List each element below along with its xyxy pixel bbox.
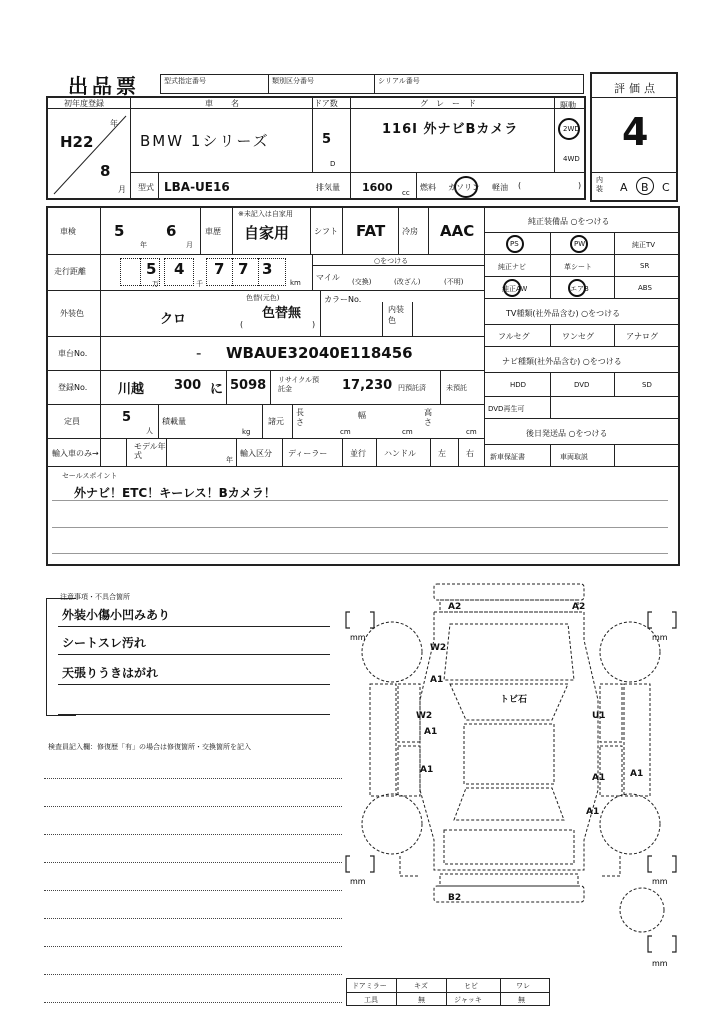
sen-unit: 千 [196, 280, 203, 288]
ac-value: AAC [440, 222, 475, 240]
car-damage-diagram [340, 580, 680, 980]
mile-label: マイル [316, 273, 340, 282]
front-bumper [434, 584, 584, 600]
navi-title: ナビ種類(社外品含む) ○をつける [502, 357, 622, 366]
mark-w2-door: W2 [416, 711, 433, 721]
spare-wheel [620, 888, 664, 932]
recycle-value: 17,230 [342, 378, 393, 393]
month-unit: 月 [118, 185, 126, 194]
mm-label-rl: mm [350, 877, 366, 886]
import-type-label: 輸入区分 [240, 449, 272, 458]
notes-label: 注意事項・不具合箇所 [60, 593, 130, 601]
history-note: ※未記入は自家用 [238, 210, 293, 218]
first-reg-month: 8 [100, 162, 111, 180]
acc-break: ワレ [516, 982, 530, 990]
option-ps-circle [506, 235, 524, 253]
model-label: 型式 [138, 183, 154, 192]
mark-a1-rear-door-left: A1 [420, 765, 434, 775]
displacement-value: 1600 [362, 181, 393, 194]
page-title: 出品票 [68, 74, 140, 98]
diesel-label: 軽油 [492, 183, 508, 192]
option-aw-circle [503, 279, 521, 297]
wheel-rear-right [600, 794, 660, 854]
interior-grade-c: C [662, 181, 670, 194]
sales-text: 外ナビ！ETC！キーレス！Bカメラ！ [74, 486, 276, 500]
reg-area: 川越 [118, 382, 145, 397]
inspection-year: 5 [114, 222, 125, 240]
spec-label: 諸元 [268, 417, 284, 426]
option-abs: ABS [638, 284, 652, 292]
navi-dvd: DVD [574, 381, 590, 389]
reg-label: 登録No. [58, 383, 88, 392]
tv-fullseg: フルセグ [498, 332, 530, 341]
category-label: 類別区分番号 [272, 77, 314, 85]
option-ps: PS [510, 240, 519, 248]
later-manual: 車両取説 [560, 453, 588, 461]
inspector-line-2 [44, 806, 342, 807]
repaint-label: 色替(元色) [246, 294, 280, 302]
diesel-paren-close: ) [578, 181, 582, 190]
inspector-line-6 [44, 918, 342, 919]
car-body [420, 612, 598, 870]
inspector-line-9 [44, 1002, 342, 1003]
tv-oneseg: ワンセグ [562, 332, 594, 341]
interior-grade-a: A [620, 181, 628, 194]
later-warranty: 新車保証書 [490, 453, 525, 461]
mark-u1: U1 [592, 711, 606, 721]
inspection-month: 6 [166, 222, 177, 240]
mark-w2-front: W2 [430, 643, 447, 653]
interior-grade-b: B [641, 181, 649, 194]
acc-jack-value: 無 [518, 996, 525, 1004]
length-label: 長さ [296, 408, 304, 427]
reg-kana: に [210, 382, 224, 397]
mile-option-unknown: (不明) [444, 278, 464, 286]
acc-tools-value: 無 [418, 996, 425, 1004]
chassis-dash: - [196, 344, 202, 362]
height-label: 高さ [424, 408, 432, 427]
car-name-label: 車名 [205, 99, 257, 108]
option-leather: 革シート [564, 263, 592, 271]
acc-jack: ジャッキ [454, 996, 482, 1004]
repaint-paren-open: ( [240, 320, 244, 329]
man-unit: 万 [152, 280, 159, 288]
model-year-unit: 年 [226, 456, 233, 464]
drive-selected-circle [558, 118, 580, 140]
diesel-paren-open: ( [518, 181, 522, 190]
inspection-month-unit: 月 [186, 241, 193, 249]
length-unit: cm [340, 428, 351, 436]
mark-front-bumper-left: A2 [448, 602, 462, 612]
left-label: 左 [438, 449, 446, 458]
sales-label: セールスポイント [62, 472, 118, 480]
ac-label: 冷房 [402, 227, 418, 236]
color-no-label: カラーNo. [324, 295, 362, 304]
width-unit: cm [402, 428, 413, 436]
mm-label-spare: mm [652, 959, 668, 968]
inspector-line-1 [44, 778, 342, 779]
option-genuine-tv: 純正TV [632, 241, 656, 249]
capacity-value: 5 [122, 410, 132, 425]
mark-front-bumper-right: A2 [572, 602, 586, 612]
mileage-digit-1: 5 [146, 260, 157, 278]
first-reg-label: 初年度登録 [64, 99, 104, 108]
model-year-label: モデル年式 [134, 442, 166, 460]
import-label: 輸入車のみ→ [52, 449, 99, 458]
displacement-unit: cc [402, 189, 410, 197]
acc-door-mirror: ドアミラー [352, 982, 387, 990]
tv-analog: アナログ [626, 332, 658, 341]
drive-label: 駆動 [560, 101, 576, 110]
mileage-label: 走行距離 [54, 267, 86, 276]
later-title: 後日発送品 ○をつける [526, 429, 608, 438]
selected-grade-circle [636, 177, 654, 195]
option-airbag: エアB [570, 285, 589, 293]
model-value: LBA-UE16 [164, 180, 230, 194]
inspection-label: 車検 [60, 227, 76, 236]
year-unit: 年 [110, 119, 118, 128]
wheel-front-right [600, 622, 660, 682]
fuel-gasoline: ガソリン [448, 183, 480, 192]
recycle-unit: 円預託済 [398, 384, 426, 392]
inspector-line-7 [44, 946, 342, 947]
handle-label: ハンドル [384, 449, 416, 458]
genuine-title: 純正装備品 ○をつける [528, 217, 610, 226]
grade-label: グレード [420, 99, 484, 108]
note-line-2: シートスレ汚れ [62, 636, 146, 650]
interior-color-label: 内装色 [388, 305, 404, 325]
parallel-label: 並行 [350, 449, 366, 458]
kg-unit: kg [242, 428, 251, 436]
drive-2wd: 2WD [563, 125, 580, 133]
mark-a1-door: A1 [424, 727, 438, 737]
tv-title: TV種類(社外品含む) ○をつける [506, 309, 621, 318]
option-pw: PW [574, 240, 586, 248]
wheel-rear-left [362, 794, 422, 854]
capacity-unit: 人 [146, 427, 153, 435]
inspector-line-5 [44, 890, 342, 891]
load-label: 積載量 [162, 417, 186, 426]
reg-class: 300 [174, 378, 202, 393]
right-label: 右 [466, 449, 474, 458]
mile-option-exchange: (交換) [352, 278, 372, 286]
mileage-digit-2: 4 [174, 260, 185, 278]
fuel-selected-circle [454, 176, 478, 198]
reg-number: 5098 [230, 378, 267, 393]
note-line-1: 外装小傷小凹みあり [62, 608, 171, 622]
door-count-value: 5 [322, 132, 332, 147]
acc-crack: ヒビ [464, 982, 478, 990]
grade-value: 116I 外ナビBカメラ [382, 122, 519, 137]
door-count-label: ドア数 [314, 99, 338, 108]
inspector-line-8 [44, 974, 342, 975]
fuel-label: 燃料 [420, 183, 436, 192]
mark-b2-rear-bumper: B2 [448, 893, 462, 903]
acc-scratch: キズ [414, 982, 428, 990]
navi-hdd: HDD [510, 381, 527, 389]
door-suffix: D [330, 160, 336, 168]
history-label: 車歴 [205, 227, 221, 236]
history-value: 自家用 [244, 224, 290, 242]
capacity-label: 定員 [64, 417, 80, 426]
option-sr: SR [640, 262, 650, 270]
repaint-paren-close: ) [312, 320, 316, 329]
car-name-value: BMW 1シリーズ [140, 132, 270, 150]
repaint-value: 色替無 [262, 306, 302, 321]
dealer-label: ディーラー [288, 449, 328, 458]
color-label: 外装色 [60, 309, 84, 318]
mileage-digit-4: 7 [238, 260, 249, 278]
id-number-strip [160, 74, 584, 94]
chassis-value: WBAUE32040E118456 [226, 344, 413, 362]
first-reg-era: H22 [60, 133, 94, 151]
recycle-label: リサイクル預託金 [278, 376, 320, 393]
km-unit: km [290, 279, 301, 287]
navi-sd: SD [642, 381, 652, 389]
acc-tools: 工具 [364, 996, 378, 1004]
chassis-label: 車台No. [58, 349, 88, 358]
score-value: 4 [622, 110, 649, 154]
shift-label: シフト [314, 227, 338, 236]
displacement-label: 排気量 [316, 183, 340, 192]
option-genuine-navi: 純正ナビ [498, 263, 526, 271]
drive-4wd: 4WD [563, 155, 580, 163]
height-unit: cm [466, 428, 477, 436]
mark-roof-chip: トビ石 [500, 695, 528, 705]
inspection-year-unit: 年 [140, 241, 147, 249]
option-genuine-aw: 純正AW [502, 285, 528, 293]
score-label: 評価点 [614, 82, 659, 95]
mm-label-rr: mm [652, 877, 668, 886]
width-label: 幅 [358, 411, 366, 420]
mark-note: ○をつける [374, 257, 409, 265]
inspector-label: 検査員記入欄：修復歴「有」の場合は修復箇所・交換箇所を記入 [48, 743, 251, 751]
mark-a1-fender: A1 [430, 675, 444, 685]
option-airbag-circle [568, 279, 586, 297]
mark-a1-quarter: A1 [630, 769, 644, 779]
option-pw-circle [570, 235, 588, 253]
mark-a1-rear-wheel: A1 [586, 807, 600, 817]
note-line-3: 天張りうきはがれ [62, 666, 159, 680]
color-value: クロ [160, 312, 187, 327]
inspector-line-4 [44, 862, 342, 863]
dvd-play-label: DVD再生可 [488, 405, 525, 413]
mileage-digit-5: 3 [262, 260, 273, 278]
mm-label-fl: mm [350, 633, 366, 642]
type-designation-label: 型式指定番号 [164, 77, 206, 85]
inspector-line-3 [44, 834, 342, 835]
recycle-unpaid: 未預託 [446, 384, 467, 392]
mile-option-tamper: (改ざん) [394, 278, 421, 286]
interior-label: 内装 [596, 176, 603, 193]
mileage-digit-3: 7 [214, 260, 225, 278]
serial-label: シリアル番号 [378, 77, 420, 85]
shift-value: FAT [356, 222, 386, 240]
wheel-front-left [362, 622, 422, 682]
mm-label-fr: mm [652, 633, 668, 642]
mark-a1-rear-door-right: A1 [592, 773, 606, 783]
